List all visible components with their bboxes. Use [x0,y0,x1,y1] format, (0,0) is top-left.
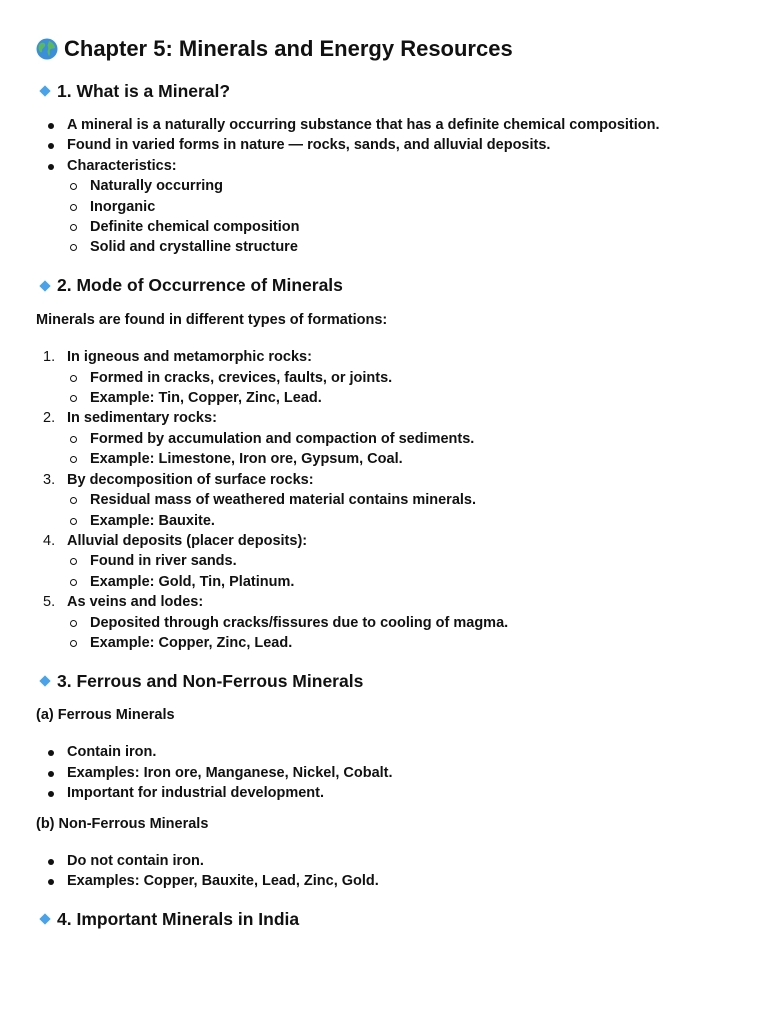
list-item [36,347,732,367]
section-2-intro: Minerals are found in different types of formations: [36,311,388,328]
list-item: Found in varied forms in nature — rocks, sands, and alluvial deposits. [36,135,732,155]
section-heading: 1. What is a Mineral? [57,80,231,101]
list-label: Alluvial deposits (placer deposits): [67,532,308,549]
list-label: In sedimentary rocks: [67,410,217,427]
section-heading: 4. Important Minerals in India [57,908,300,929]
title-row [36,33,732,65]
sub-list-item: Example: Gold, Tin, Platinum. [36,572,732,592]
page-title: Chapter 5: Minerals and Energy Resources [64,36,513,61]
ferrous-list [36,742,732,803]
sub-list-item: Inorganic [36,197,732,217]
sub-list-item: Example: Limestone, Iron ore, Gypsum, Coal. [36,449,732,469]
list-number: 4. [43,532,56,549]
list-item [36,531,732,551]
sub-list-item: Example: Tin, Copper, Zinc, Lead. [36,388,732,408]
list-number: 2. [43,410,56,427]
blue-diamond-icon [39,85,50,96]
list-number: 5. [43,594,56,611]
blue-diamond-icon [39,280,50,291]
sub-list-item: Found in river sands. [36,551,732,571]
section-heading: 3. Ferrous and Non-Ferrous Minerals [57,670,364,691]
sub-list-item: Example: Copper, Zinc, Lead. [36,633,732,653]
list-item: Characteristics: [36,156,732,176]
section-1-list [36,115,732,258]
sub-list-item: Formed in cracks, crevices, faults, or joints. [36,368,732,388]
section-2-heading-row [36,272,732,300]
list-number: 1. [43,349,56,366]
list-label: In igneous and metamorphic rocks: [67,349,312,366]
list-item: Important for industrial development. [36,783,732,803]
list-label: By decomposition of surface rocks: [67,471,314,488]
list-label: As veins and lodes: [67,594,204,611]
blue-diamond-icon [39,676,50,687]
sub-list-item: Naturally occurring [36,176,732,196]
nonferrous-list [36,851,732,892]
sub-list-item: Solid and crystalline structure [36,237,732,257]
list-item: Examples: Iron ore, Manganese, Nickel, Cobalt. [36,763,732,783]
list-item: Contain iron. [36,742,732,762]
list-item: A mineral is a naturally occurring substance that has a definite chemical composition. [36,115,732,135]
section-1-heading-row [36,77,732,105]
section-4-heading-row [36,905,732,933]
list-number: 3. [43,471,56,488]
sub-list-item: Definite chemical composition [36,217,732,237]
list-item [36,592,732,612]
list-item [36,408,732,428]
section-3-heading-row [36,667,732,695]
ferrous-heading: (a) Ferrous Minerals [36,707,175,724]
list-item [36,470,732,490]
section-heading: 2. Mode of Occurrence of Minerals [57,275,343,296]
occurrence-list [36,347,732,653]
blue-diamond-icon [39,914,50,925]
globe-icon [36,38,58,60]
characteristics-list [36,176,732,258]
sub-list-item: Deposited through cracks/fissures due to cooling of magma. [36,613,732,633]
sub-list-item: Formed by accumulation and compaction of sediments. [36,429,732,449]
nonferrous-heading: (b) Non-Ferrous Minerals [36,815,209,832]
list-item: Do not contain iron. [36,851,732,871]
list-item: Examples: Copper, Bauxite, Lead, Zinc, Gold. [36,871,732,891]
sub-list-item: Example: Bauxite. [36,511,732,531]
sub-list-item: Residual mass of weathered material contains minerals. [36,490,732,510]
